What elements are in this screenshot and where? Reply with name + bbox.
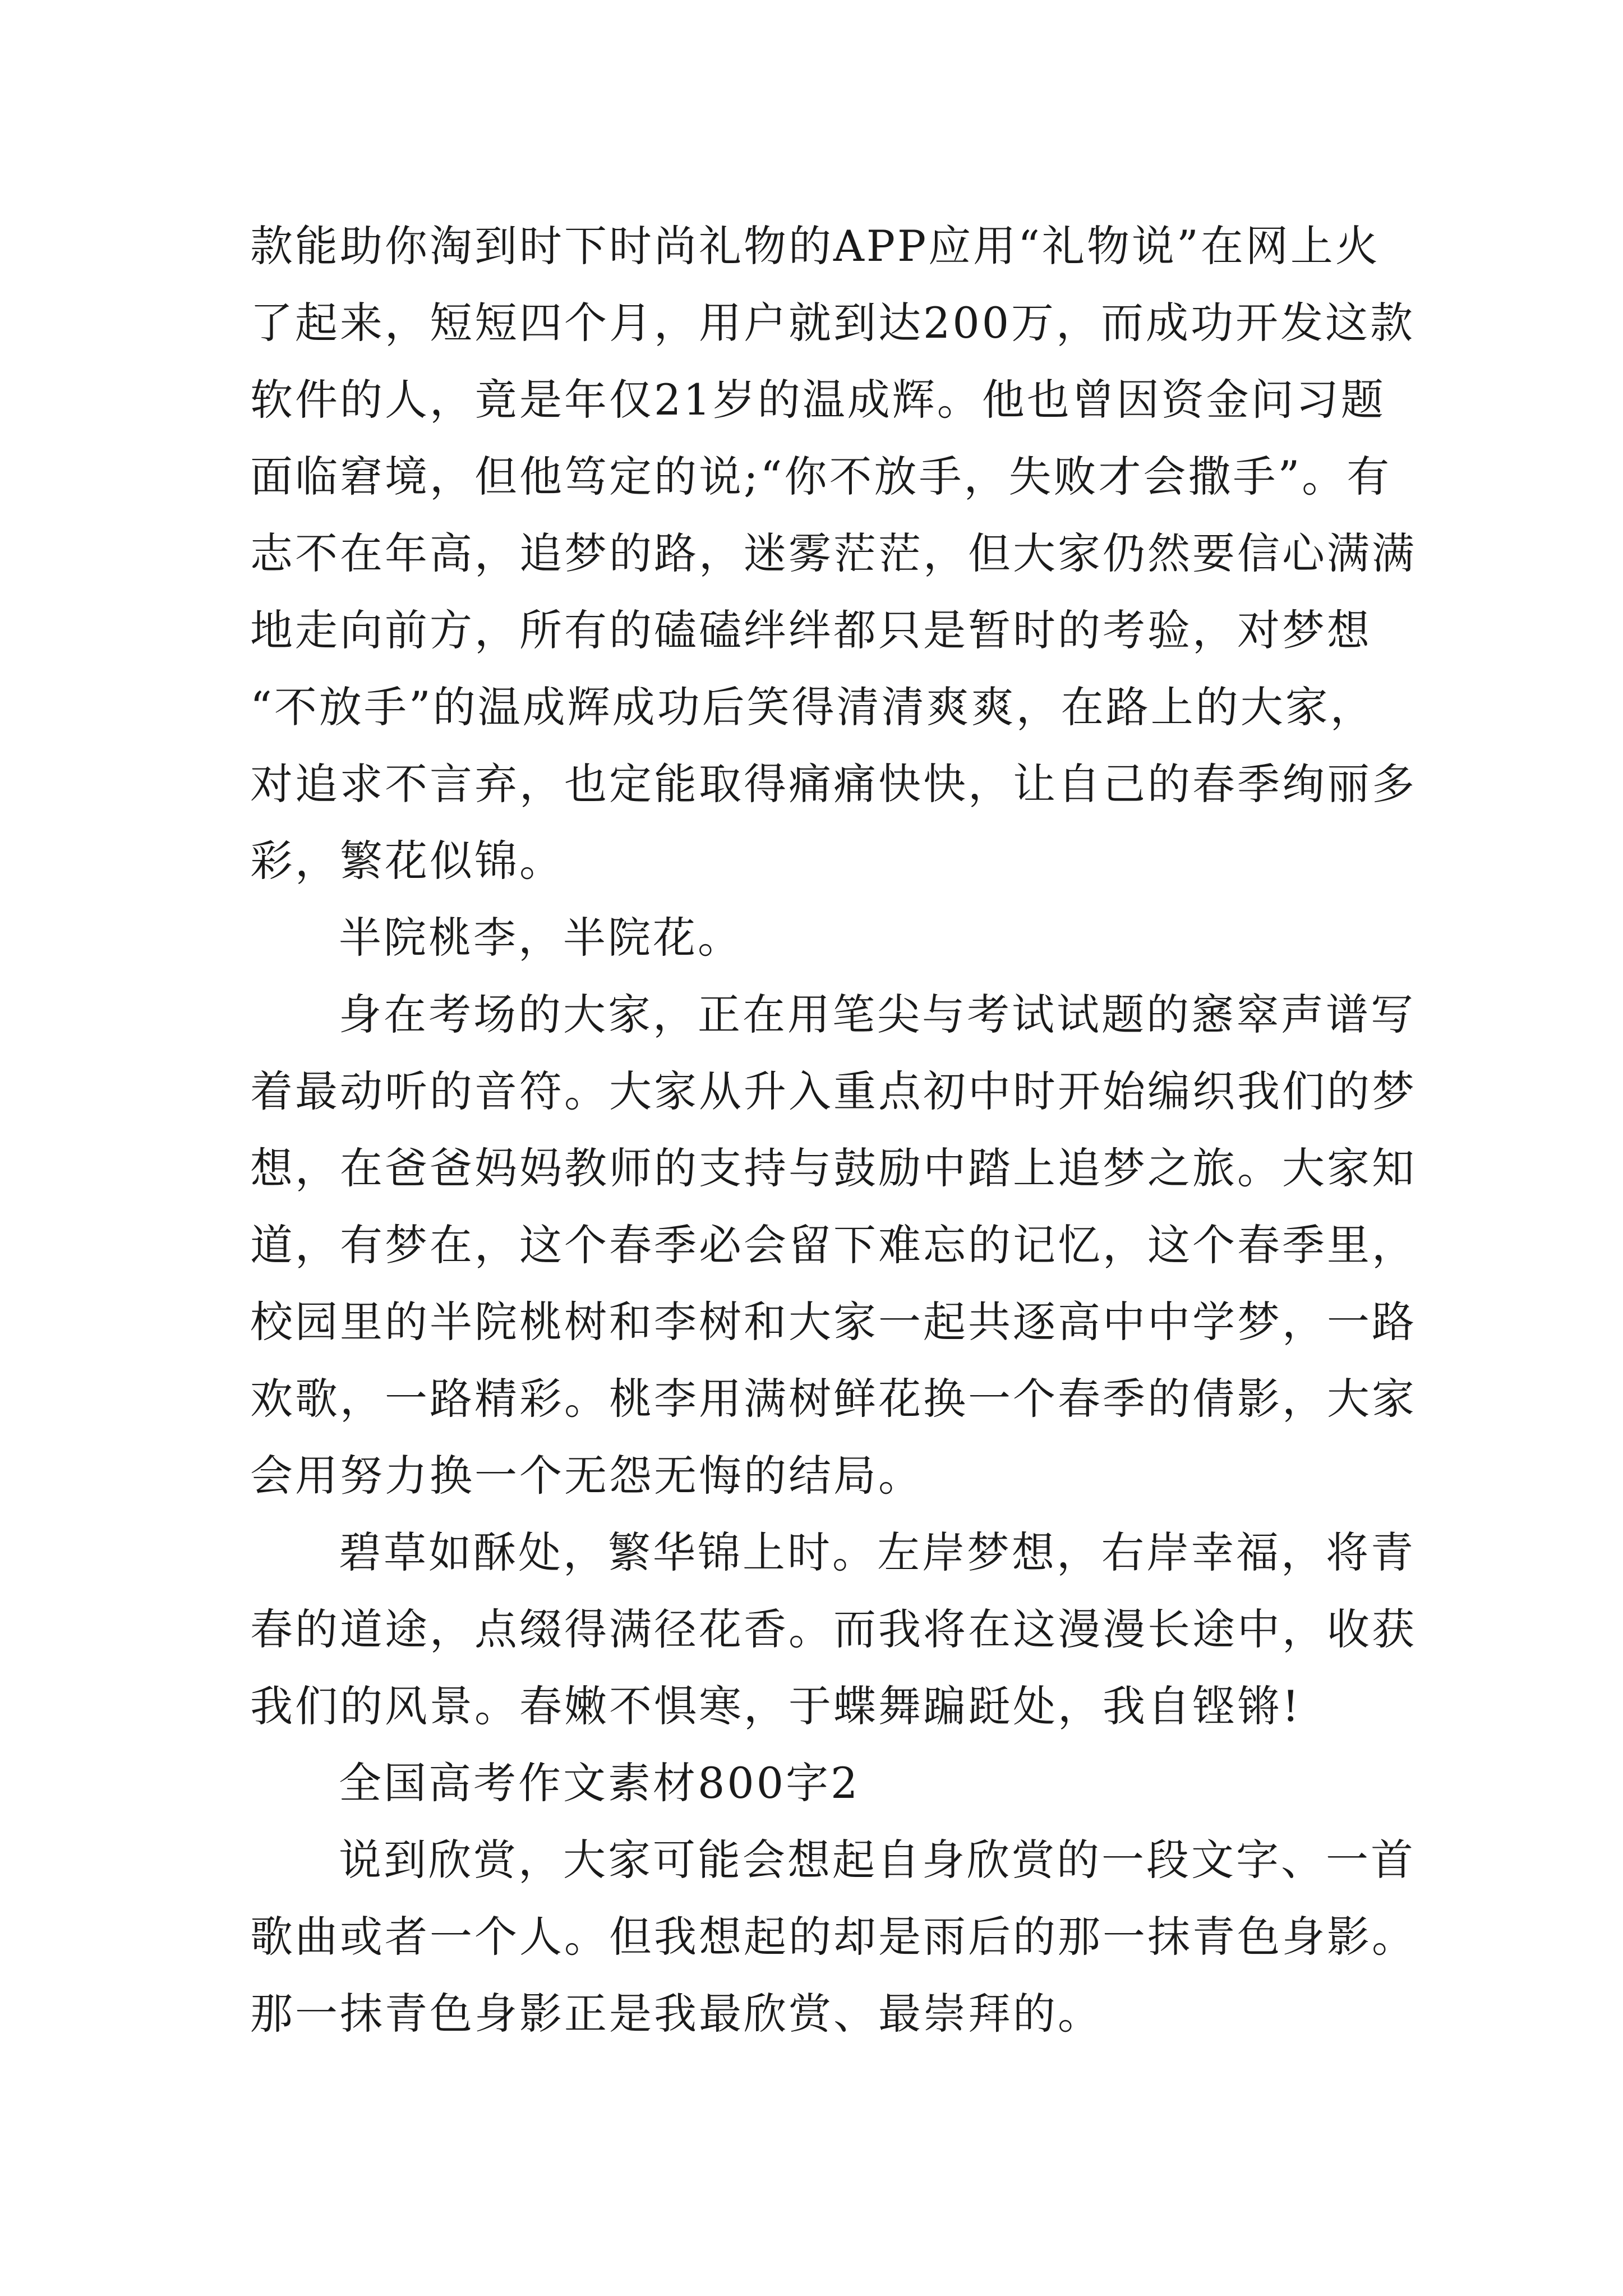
text-line: 了起来，短短四个月，用户就到达200万，而成功开发这款 [250, 298, 1415, 348]
text-line: 歌曲或者一个人。但我想起的却是雨后的那一抹青色身影。 [250, 1912, 1417, 1962]
text-line: 碧草如酥处，繁华锦上时。左岸梦想，右岸幸福，将青 [339, 1527, 1415, 1577]
text-line: 着最动听的音符。大家从升入重点初中时开始编织我们的梦 [250, 1066, 1417, 1116]
text-line: 说到欣赏，大家可能会想起自身欣赏的一段文字、一首 [339, 1835, 1415, 1885]
text-line: 春的道途，点缀得满径花香。而我将在这漫漫长途中，收获 [250, 1604, 1417, 1654]
text-line: 全国高考作文素材800字2 [339, 1758, 860, 1808]
text-line: 款能助你淘到时下时尚礼物的APP应用“礼物说”在网上火 [250, 221, 1380, 271]
text-line: 会用努力换一个无怨无悔的结局。 [250, 1451, 923, 1501]
text-line: 我们的风景。春嫩不惧寒，于蝶舞蹁跹处，我自铿锵! [250, 1681, 1302, 1731]
text-line: “不放手”的温成辉成功后笑得清清爽爽，在路上的大家， [250, 682, 1375, 732]
text-line: 地走向前方，所有的磕磕绊绊都只是暂时的考验，对梦想 [250, 605, 1372, 655]
text-line: 那一抹青色身影正是我最欣赏、最崇拜的。 [250, 1989, 1103, 2039]
text-line: 面临窘境，但他笃定的说;“你不放手，失败才会撒手”。有 [250, 452, 1392, 501]
text-line: 彩，繁花似锦。 [250, 836, 564, 886]
text-line: 志不在年高，追梦的路，迷雾茫茫，但大家仍然要信心满满 [250, 528, 1417, 578]
text-line: 身在考场的大家，正在用笔尖与考试试题的窸窣声谱写 [339, 990, 1415, 1039]
text-line: 想，在爸爸妈妈教师的支持与鼓励中踏上追梦之旅。大家知 [250, 1143, 1417, 1193]
text-line: 校园里的半院桃树和李树和大家一起共逐高中中学梦，一路 [250, 1297, 1417, 1347]
document-body [250, 208, 1417, 2052]
text-line: 半院桃李，半院花。 [339, 913, 743, 963]
text-line: 道，有梦在，这个春季必会留下难忘的记忆，这个春季里， [250, 1220, 1417, 1270]
text-line: 对追求不言弃，也定能取得痛痛快快，让自己的春季绚丽多 [250, 759, 1417, 809]
text-line: 欢歌，一路精彩。桃李用满树鲜花换一个春季的倩影，大家 [250, 1374, 1417, 1424]
text-line: 软件的人，竟是年仅21岁的温成辉。他也曾因资金问习题 [250, 375, 1386, 425]
